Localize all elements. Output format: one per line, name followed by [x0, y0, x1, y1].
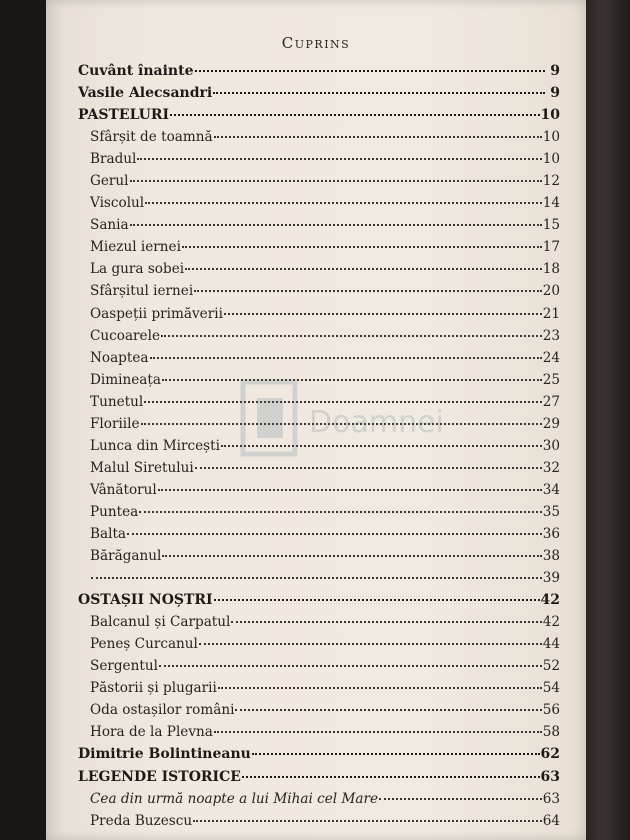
dot-leader	[158, 489, 542, 491]
toc-entry	[78, 570, 560, 592]
dot-leader	[195, 467, 542, 469]
toc-entry-page-number: 32	[542, 459, 560, 476]
table-of-contents	[78, 63, 560, 835]
toc-entry-page-number: 54	[542, 680, 560, 697]
toc-entry-page-number: 52	[542, 658, 560, 675]
dot-leader	[214, 599, 540, 601]
toc-entry-page-number: 14	[542, 195, 560, 212]
toc-entry	[78, 283, 560, 305]
toc-entry-title: Malul Siretului	[90, 459, 194, 476]
book-page	[46, 0, 586, 840]
next-page-edge	[586, 0, 630, 840]
toc-entry-title: Preda Buzescu	[90, 812, 193, 829]
toc-entry	[78, 526, 560, 548]
toc-entry-title: LEGENDE ISTORICE	[78, 768, 241, 785]
toc-entry	[78, 504, 560, 526]
toc-entry-page-number: 34	[542, 481, 560, 498]
toc-entry-page-number: 9	[550, 85, 560, 102]
dot-leader	[130, 224, 542, 226]
toc-entry-title: OSTAȘII NOȘTRI	[78, 592, 213, 609]
toc-entry-page-number: 20	[542, 283, 560, 300]
toc-entry	[78, 261, 560, 283]
dot-leader	[159, 665, 542, 667]
toc-entry-title: Cucoarele	[90, 327, 160, 344]
toc-entry-page-number: 18	[542, 261, 560, 278]
toc-entry-title: Vasile Alecsandri	[78, 85, 213, 102]
dot-leader	[185, 268, 542, 270]
toc-entry-title: Hora de la Plevna	[90, 724, 213, 741]
toc-entry-page-number: 25	[542, 371, 560, 388]
page-title: Cuprins	[281, 34, 351, 52]
toc-entry	[78, 702, 560, 724]
toc-entry-title: Cea din urmă noapte a lui Mihai cel Mare	[90, 790, 379, 807]
toc-entry	[78, 151, 560, 173]
dot-leader	[235, 709, 541, 711]
toc-entry	[78, 239, 560, 261]
dot-leader	[91, 577, 542, 579]
toc-entry	[78, 636, 560, 658]
toc-entry	[78, 680, 560, 702]
toc-entry	[78, 350, 560, 372]
toc-entry-page-number: 38	[542, 548, 560, 565]
toc-entry-title: Dimitrie Bolintineanu	[78, 746, 251, 763]
toc-entry-title: Bradul	[90, 151, 137, 168]
toc-entry-title: Cuvânt înainte	[78, 63, 194, 79]
dot-leader	[170, 114, 539, 116]
toc-entry	[78, 724, 560, 746]
toc-entry-page-number: 56	[542, 702, 560, 719]
toc-entry-title: Tunetul	[90, 393, 144, 410]
toc-entry-page-number: 10	[542, 129, 560, 146]
toc-entry-title: Peneș Curcanul	[90, 636, 198, 653]
toc-entry-title: Păstorii și plugarii	[90, 680, 217, 697]
toc-entry-title: Sania	[90, 217, 129, 234]
dot-leader	[194, 290, 541, 292]
toc-entry-page-number: 42	[540, 592, 560, 609]
dot-leader	[127, 533, 542, 535]
toc-entry-title: Vânătorul	[90, 481, 157, 498]
toc-entry-page-number: 27	[542, 393, 560, 410]
dot-leader	[195, 70, 546, 72]
toc-entry-title: Balta	[90, 525, 127, 542]
dot-leader	[139, 511, 541, 513]
dot-leader	[145, 202, 542, 204]
toc-entry-page-number: 24	[542, 349, 560, 366]
dot-leader	[162, 379, 542, 381]
toc-entry	[78, 63, 560, 85]
toc-entry-title: Oaspeții primăverii	[90, 305, 223, 322]
toc-entry	[78, 746, 560, 768]
toc-entry-title: La gura sobei	[90, 261, 185, 278]
dot-leader	[214, 731, 542, 733]
toc-entry	[78, 791, 560, 813]
toc-entry	[78, 394, 560, 416]
toc-entry-title: Balcanul și Carpatul	[90, 614, 231, 631]
dot-leader	[213, 92, 545, 94]
toc-entry	[78, 217, 560, 239]
toc-entry-page-number: 63	[542, 790, 560, 807]
toc-entry-page-number: 63	[540, 768, 560, 785]
toc-entry-page-number: 64	[542, 812, 560, 829]
toc-entry-title: Miezul iernei	[90, 239, 181, 256]
toc-entry-title: Oda ostașilor români	[90, 702, 235, 719]
toc-entry-title: Lunca din Mircești	[90, 437, 220, 454]
toc-entry	[78, 328, 560, 350]
toc-entry	[78, 614, 560, 636]
toc-entry	[78, 85, 560, 107]
dot-leader	[252, 753, 540, 755]
toc-entry-page-number: 10	[540, 107, 560, 124]
toc-entry-page-number: 21	[542, 305, 560, 322]
toc-entry-page-number: 15	[542, 217, 560, 234]
dot-leader	[161, 335, 542, 337]
toc-entry	[78, 813, 560, 835]
dot-leader	[379, 798, 542, 800]
toc-entry-page-number: 9	[550, 63, 560, 79]
dot-leader	[150, 357, 542, 359]
toc-entry-page-number: 39	[542, 570, 560, 587]
toc-entry	[78, 482, 560, 504]
toc-entry	[78, 769, 560, 791]
toc-entry-page-number: 58	[542, 724, 560, 741]
toc-entry	[78, 107, 560, 129]
toc-entry-page-number: 12	[542, 173, 560, 190]
toc-entry	[78, 658, 560, 680]
dot-leader	[242, 776, 540, 778]
toc-entry-page-number: 44	[542, 636, 560, 653]
toc-entry-page-number: 29	[542, 415, 560, 432]
dot-leader	[199, 643, 542, 645]
toc-entry	[78, 306, 560, 328]
toc-entry-page-number: 23	[542, 327, 560, 344]
dot-leader	[141, 423, 542, 425]
toc-entry-title: Sergentul	[90, 658, 158, 675]
toc-entry-page-number: 42	[542, 614, 560, 631]
toc-entry-title: PASTELURI	[78, 107, 170, 124]
toc-entry	[78, 438, 560, 460]
toc-entry-title: Floriile	[90, 415, 140, 432]
dot-leader	[214, 136, 542, 138]
toc-entry-title: Viscolul	[90, 195, 145, 212]
toc-entry-title: Dimineața	[90, 371, 161, 388]
dot-leader	[224, 313, 542, 315]
toc-entry	[78, 173, 560, 195]
toc-entry-title: Gerul	[90, 173, 129, 190]
dot-leader	[137, 158, 541, 160]
toc-entry	[78, 592, 560, 614]
dot-leader	[221, 445, 542, 447]
dot-leader	[162, 555, 541, 557]
toc-entry	[78, 460, 560, 482]
toc-entry	[78, 416, 560, 438]
dot-leader	[144, 401, 542, 403]
dot-leader	[193, 820, 542, 822]
toc-entry-page-number: 17	[542, 239, 560, 256]
toc-entry-title: Sfârșit de toamnă	[90, 129, 213, 146]
toc-entry-page-number: 10	[542, 151, 560, 168]
toc-entry-page-number: 35	[542, 503, 560, 520]
toc-entry	[78, 372, 560, 394]
toc-entry	[78, 129, 560, 151]
dot-leader	[130, 180, 542, 182]
watermark-text: Doamnei	[309, 405, 444, 440]
toc-entry-page-number: 30	[542, 437, 560, 454]
toc-entry-page-number: 62	[540, 746, 560, 763]
dot-leader	[182, 246, 542, 248]
toc-entry-title: Bărăganul	[90, 548, 162, 565]
toc-entry	[78, 548, 560, 570]
toc-entry-page-number: 36	[542, 525, 560, 542]
toc-entry	[78, 195, 560, 217]
toc-entry-title: Noaptea	[90, 349, 149, 366]
dot-leader	[218, 687, 542, 689]
toc-entry-title: Puntea	[90, 503, 139, 520]
dot-leader	[231, 621, 541, 623]
toc-entry-title: Sfârșitul iernei	[90, 283, 194, 300]
